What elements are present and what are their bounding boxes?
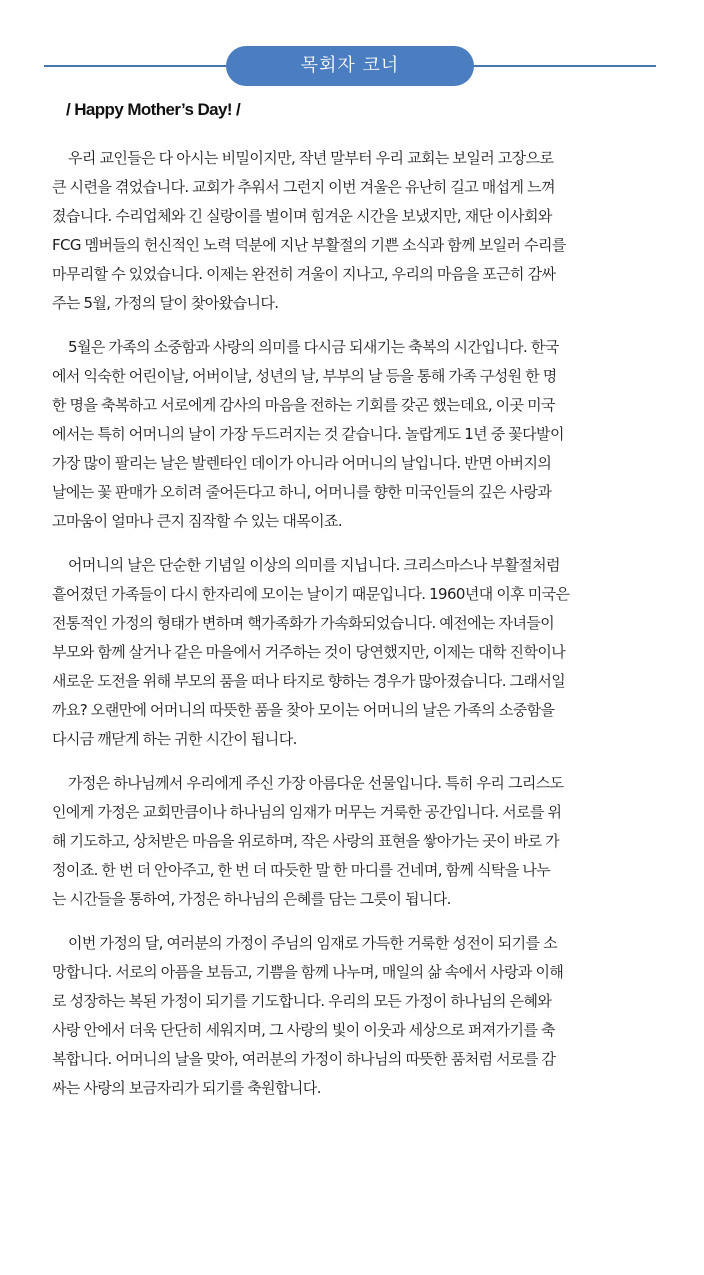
text-line: 주는 5월, 가정의 달이 찾아왔습니다. bbox=[52, 294, 279, 312]
text-line: 에서 익숙한 어린이날, 어버이날, 성년의 날, 부부의 날 등을 통해 가족 구성원 한 명 bbox=[52, 367, 557, 385]
text-line: 복합니다. 어머니의 날을 맞아, 여러분의 가정이 하나님의 따뜻한 품처럼 서로를 감 bbox=[52, 1050, 556, 1068]
text-line: 망합니다. 서로의 아픔을 보듬고, 기쁨을 함께 나누며, 매일의 삶 속에서 사랑과 이해 bbox=[52, 963, 564, 981]
section-title: 목회자 코너 bbox=[226, 46, 474, 86]
paragraph-3 bbox=[52, 551, 652, 754]
text-line: 한 명을 축복하고 서로에게 감사의 마음을 전하는 기회를 갖곤 했는데요, 이곳 미국 bbox=[52, 396, 555, 414]
text-line: 로 성장하는 복된 가정이 되기를 기도합니다. 우리의 모든 가정이 하나님의 은혜와 bbox=[52, 992, 552, 1010]
text-line: 우리 교인들은 다 아시는 비밀이지만, 작년 말부터 우리 교회는 보일러 고장으로 bbox=[68, 149, 554, 167]
text-line: 해 기도하고, 상처받은 마음을 위로하며, 작은 사랑의 표현을 쌓아가는 곳이 바로 가 bbox=[52, 832, 560, 850]
text-line: 부모와 함께 살거나 같은 마을에서 거주하는 것이 당연했지만, 이제는 대학 진학이나 bbox=[52, 643, 566, 661]
paragraph-1 bbox=[52, 144, 652, 318]
text-line: 마무리할 수 있었습니다. 이제는 완전히 겨울이 지나고, 우리의 마음을 포근히 감싸 bbox=[52, 265, 556, 283]
text-line: 새로운 도전을 위해 부모의 품을 떠나 타지로 향하는 경우가 많아졌습니다. 그래서일 bbox=[52, 672, 566, 690]
text-line: FCG 멤버들의 헌신적인 노력 덕분에 지난 부활절의 기쁜 소식과 함께 보일러 수리를 bbox=[52, 236, 566, 254]
text-line: 가정은 하나님께서 우리에게 주신 가장 아름다운 선물입니다. 특히 우리 그리스도 bbox=[68, 774, 564, 792]
text-line: 이번 가정의 달, 여러분의 가정이 주님의 임재로 가득한 거룩한 성전이 되기를 소 bbox=[68, 934, 558, 952]
text-line: 사랑 안에서 더욱 단단히 세워지며, 그 사랑의 빛이 이웃과 세상으로 퍼져가기를 축 bbox=[52, 1021, 555, 1039]
text-line: 날에는 꽃 판매가 오히려 줄어든다고 하니, 어머니를 향한 미국인들의 깊은 사랑과 bbox=[52, 483, 552, 501]
article-subtitle: / Happy Mother’s Day! / bbox=[66, 100, 241, 119]
text-line: 큰 시련을 겪었습니다. 교회가 추워서 그런지 이번 겨울은 유난히 길고 매섭게 느껴 bbox=[52, 178, 555, 196]
text-line: 전통적인 가정의 형태가 변하며 핵가족화가 가속화되었습니다. 예전에는 자녀들이 bbox=[52, 614, 555, 632]
text-line: 는 시간들을 통하여, 가정은 하나님의 은혜를 담는 그릇이 됩니다. bbox=[52, 890, 451, 908]
paragraph-4 bbox=[52, 769, 652, 914]
text-line: 5월은 가족의 소중함과 사랑의 의미를 다시금 되새기는 축복의 시간입니다. 한국 bbox=[68, 338, 559, 356]
text-line: 어머니의 날은 단순한 기념일 이상의 의미를 지닙니다. 크리스마스나 부활절처럼 bbox=[68, 556, 560, 574]
text-line: 까요? 오랜만에 어머니의 따뜻한 품을 찾아 모이는 어머니의 날은 가족의 소중함을 bbox=[52, 701, 555, 719]
paragraph-2 bbox=[52, 333, 652, 536]
text-line: 인에게 가정은 교회만큼이나 하나님의 임재가 머무는 거룩한 공간입니다. 서로를 위 bbox=[52, 803, 562, 821]
article-body bbox=[52, 144, 652, 1118]
text-line: 정이죠. 한 번 더 안아주고, 한 번 더 따듯한 말 한 마디를 건네며, 함께 식탁을 나누 bbox=[52, 861, 551, 879]
text-line: 가장 많이 팔리는 날은 발렌타인 데이가 아니라 어머니의 날입니다. 반면 아버지의 bbox=[52, 454, 552, 472]
header-rule-left bbox=[44, 65, 240, 67]
paragraph-5 bbox=[52, 929, 652, 1103]
section-header bbox=[0, 44, 704, 88]
text-line: 졌습니다. 수리업체와 긴 실랑이를 벌이며 힘겨운 시간을 보냈지만, 재단 이사회와 bbox=[52, 207, 552, 225]
text-line: 에서는 특히 어머니의 날이 가장 두드러지는 것 같습니다. 놀랍게도 1년 중 꽃다발이 bbox=[52, 425, 564, 443]
text-line: 흩어졌던 가족들이 다시 한자리에 모이는 날이기 때문입니다. 1960년대 이후 미국은 bbox=[52, 585, 570, 603]
text-line: 고마움이 얼마나 큰지 짐작할 수 있는 대목이죠. bbox=[52, 512, 343, 530]
text-line: 다시금 깨닫게 하는 귀한 시간이 됩니다. bbox=[52, 730, 297, 748]
header-rule-right bbox=[464, 65, 656, 67]
text-line: 싸는 사랑의 보금자리가 되기를 축원합니다. bbox=[52, 1079, 321, 1097]
